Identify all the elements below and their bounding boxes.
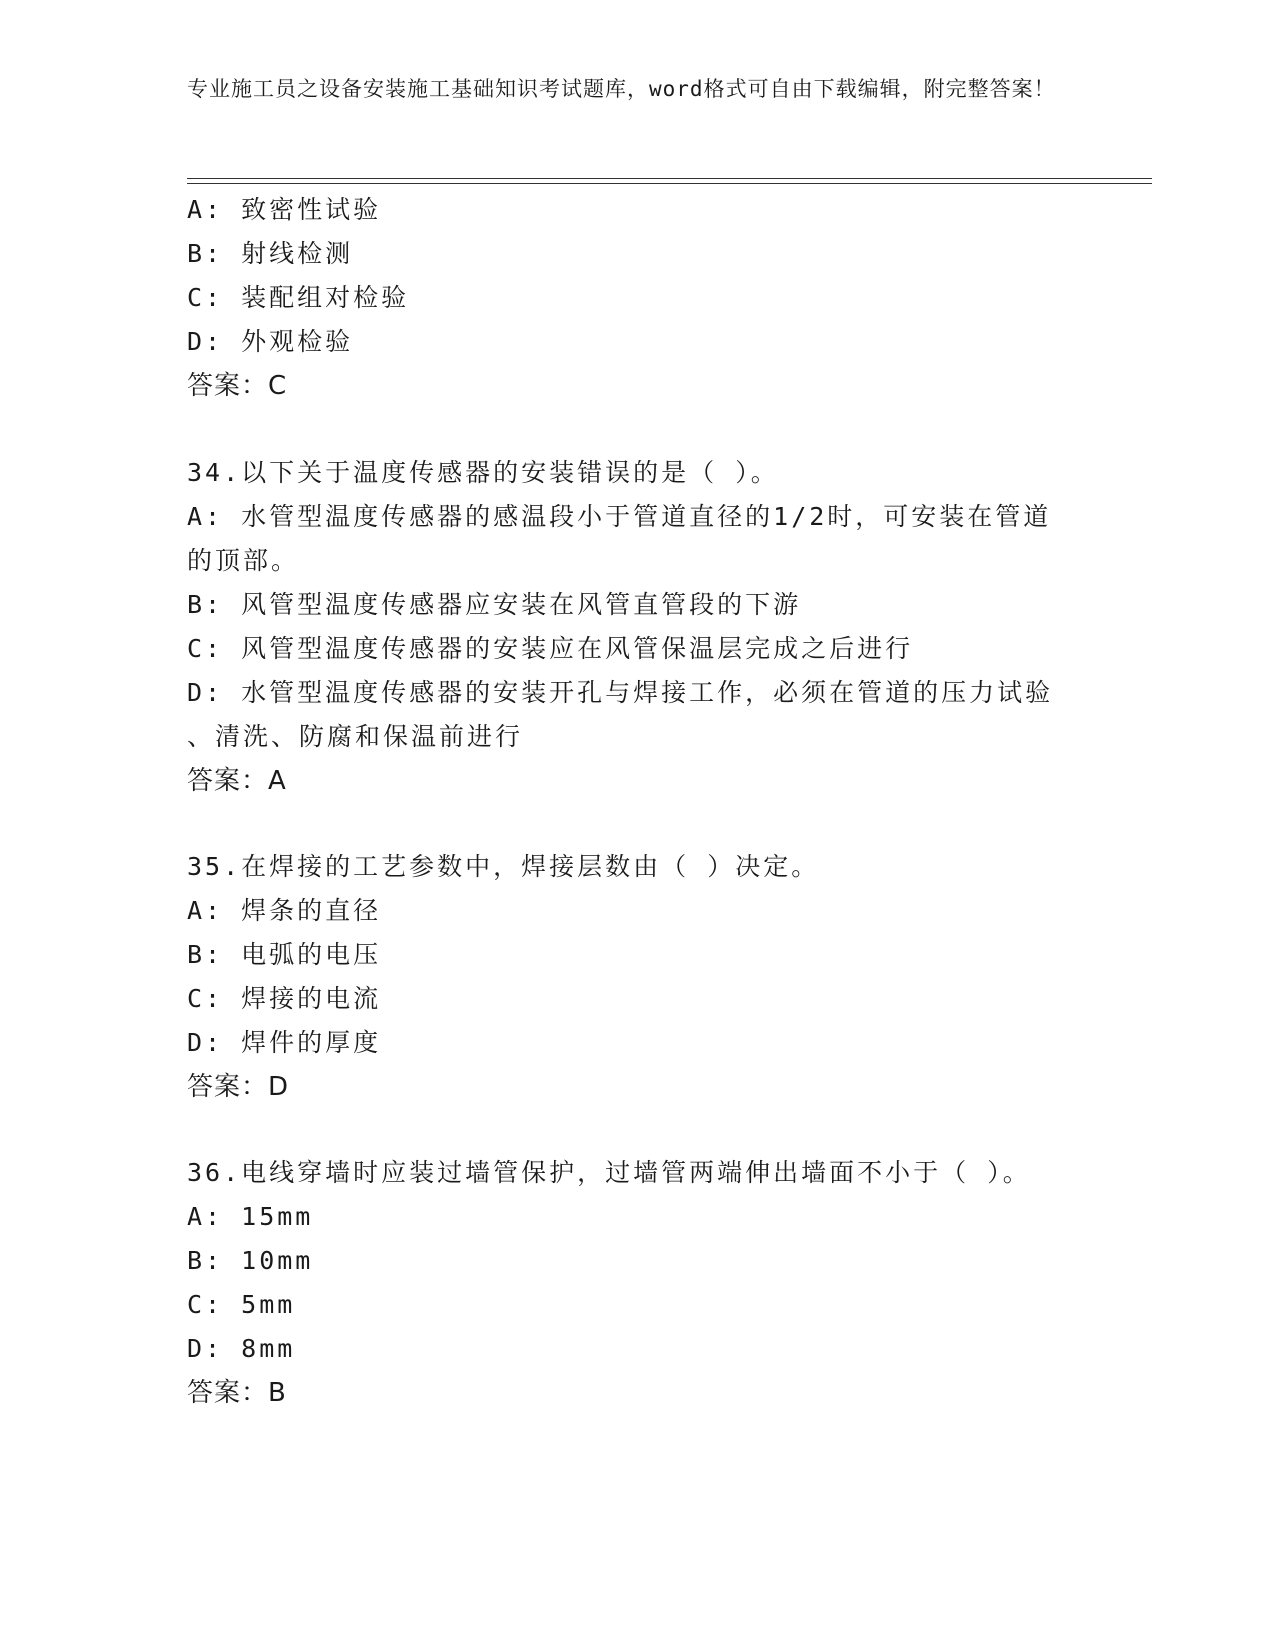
q34-answer: 答案：A bbox=[187, 766, 287, 796]
q34-option-d-line2: 、清洗、防腐和保温前进行 bbox=[187, 722, 524, 751]
q34-option-a-line2: 的顶部。 bbox=[187, 546, 300, 575]
header-divider-bottom bbox=[187, 183, 1152, 184]
q35-answer: 答案：D bbox=[187, 1072, 290, 1102]
q35-option-d: D: 焊件的厚度 bbox=[187, 1028, 382, 1057]
q33-option-a: A: 致密性试验 bbox=[187, 195, 382, 224]
header-divider-top bbox=[187, 178, 1152, 179]
header-title: 专业施工员之设备安装施工基础知识考试题库，word格式可自由下载编辑，附完整答案！ bbox=[187, 77, 1056, 101]
q36-question: 36.电线穿墙时应装过墙管保护，过墙管两端伸出墙面不小于（ ）。 bbox=[187, 1158, 1031, 1187]
q33-option-d: D: 外观检验 bbox=[187, 327, 354, 356]
q33-answer: 答案：C bbox=[187, 371, 288, 401]
q33-option-c: C: 装配组对检验 bbox=[187, 283, 410, 312]
q36-option-b: B: 10mm bbox=[187, 1246, 314, 1275]
q34-option-a-line1: A: 水管型温度传感器的感温段小于管道直径的1/2时，可安装在管道 bbox=[187, 502, 1052, 531]
q34-option-b: B: 风管型温度传感器应安装在风管直管段的下游 bbox=[187, 590, 802, 619]
q35-option-c: C: 焊接的电流 bbox=[187, 984, 382, 1013]
q35-question: 35.在焊接的工艺参数中，焊接层数由（ ）决定。 bbox=[187, 852, 820, 881]
q34-option-d-line1: D: 水管型温度传感器的安装开孔与焊接工作，必须在管道的压力试验 bbox=[187, 678, 1054, 707]
q36-option-a: A: 15mm bbox=[187, 1202, 314, 1231]
q35-option-b: B: 电弧的电压 bbox=[187, 940, 382, 969]
q35-option-a: A: 焊条的直径 bbox=[187, 896, 382, 925]
q34-question: 34.以下关于温度传感器的安装错误的是（ ）。 bbox=[187, 458, 779, 487]
q36-answer: 答案：B bbox=[187, 1378, 287, 1408]
q33-option-b: B: 射线检测 bbox=[187, 239, 354, 268]
q34-option-c: C: 风管型温度传感器的安装应在风管保温层完成之后进行 bbox=[187, 634, 914, 663]
q36-option-c: C: 5mm bbox=[187, 1290, 296, 1319]
document-header bbox=[187, 72, 1067, 106]
q36-option-d: D: 8mm bbox=[187, 1334, 296, 1363]
